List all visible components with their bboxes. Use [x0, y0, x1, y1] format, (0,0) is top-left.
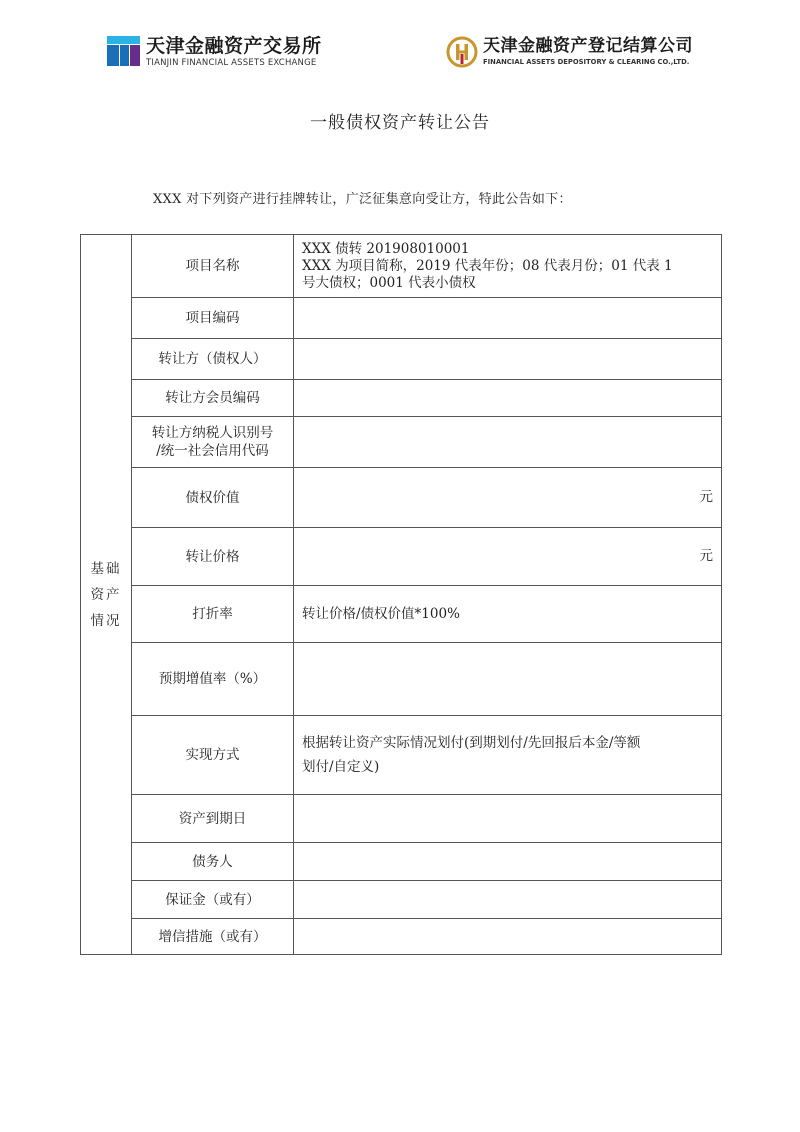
row-value-realization	[294, 716, 722, 795]
row-label-member-code: 转让方会员编码	[132, 380, 294, 417]
table-row	[81, 468, 722, 528]
row-value-credit-enhancement	[294, 919, 722, 955]
clearing-company-logo	[446, 36, 706, 70]
value-line: XXX 债转 201908010001	[302, 240, 470, 257]
row-value-tax-id	[294, 417, 722, 468]
right-logo-en: FINANCIAL ASSETS DEPOSITORY & CLEARING CO.,LTD.	[483, 58, 690, 66]
left-logo-en: TIANJIN FINANCIAL ASSETS EXCHANGE	[146, 58, 317, 68]
label-line: /统一社会信用代码	[156, 443, 269, 459]
row-value-debt-value: 元	[294, 468, 722, 528]
tianjin-exchange-logo	[107, 36, 327, 70]
table-row	[81, 528, 722, 586]
row-label-debt-value: 债权价值	[132, 468, 294, 528]
row-value-maturity-date	[294, 795, 722, 843]
row-value-project-name	[294, 235, 722, 298]
row-value-deposit	[294, 881, 722, 919]
row-value-discount-rate: 转让价格/债权价值*100%	[294, 586, 722, 643]
row-value-transferor	[294, 339, 722, 380]
row-value-debtor	[294, 843, 722, 881]
row-label-maturity-date: 资产到期日	[132, 795, 294, 843]
row-label-transfer-price: 转让价格	[132, 528, 294, 586]
row-label-realization: 实现方式	[132, 716, 294, 795]
table-row	[81, 339, 722, 380]
row-value-appreciation-rate	[294, 643, 722, 716]
table-row	[81, 881, 722, 919]
value-line: XXX 为项目简称，2019 代表年份；08 代表月份；01 代表 1	[302, 257, 673, 274]
row-label-deposit: 保证金（或有）	[132, 881, 294, 919]
table-row	[81, 716, 722, 795]
value-line: 划付/自定义)	[302, 759, 380, 775]
value-line: 号大债权；0001 代表小债权	[302, 274, 476, 291]
row-label-tax-id	[132, 417, 294, 468]
row-label-debtor: 债务人	[132, 843, 294, 881]
row-label-project-name: 项目名称	[132, 235, 294, 298]
asset-info-table	[80, 234, 722, 955]
table-row	[81, 843, 722, 881]
table-row	[81, 586, 722, 643]
clearing-company-logo-icon	[446, 36, 478, 68]
table-row	[81, 795, 722, 843]
table-row	[81, 298, 722, 339]
row-label-credit-enhancement: 增信措施（或有）	[132, 919, 294, 955]
row-label-discount-rate: 打折率	[132, 586, 294, 643]
table-row	[81, 919, 722, 955]
left-logo-cn: 天津金融资产交易所	[146, 35, 322, 57]
category-line: 基础	[90, 560, 122, 577]
category-line: 资产	[90, 586, 122, 603]
row-label-transferor: 转让方（债权人）	[132, 339, 294, 380]
row-value-transfer-price: 元	[294, 528, 722, 586]
table-row	[81, 380, 722, 417]
category-line: 情况	[90, 612, 122, 629]
right-logo-cn: 天津金融资产登记结算公司	[483, 36, 693, 56]
table-row	[81, 417, 722, 468]
row-label-project-code: 项目编码	[132, 298, 294, 339]
row-label-appreciation-rate: 预期增值率（%）	[132, 643, 294, 716]
row-value-member-code	[294, 380, 722, 417]
row-value-project-code	[294, 298, 722, 339]
table-row	[81, 235, 722, 298]
document-title: 一般债权资产转让公告	[310, 113, 490, 133]
label-line: 转让方纳税人识别号	[151, 425, 274, 441]
tianjin-exchange-logo-icon	[107, 36, 140, 66]
category-cell	[81, 235, 132, 955]
value-line: 根据转让资产实际情况划付(到期划付/先回报后本金/等额	[302, 735, 641, 751]
table-row	[81, 643, 722, 716]
document-intro: XXX 对下列资产进行挂牌转让，广泛征集意向受让方，特此公告如下：	[153, 192, 572, 207]
